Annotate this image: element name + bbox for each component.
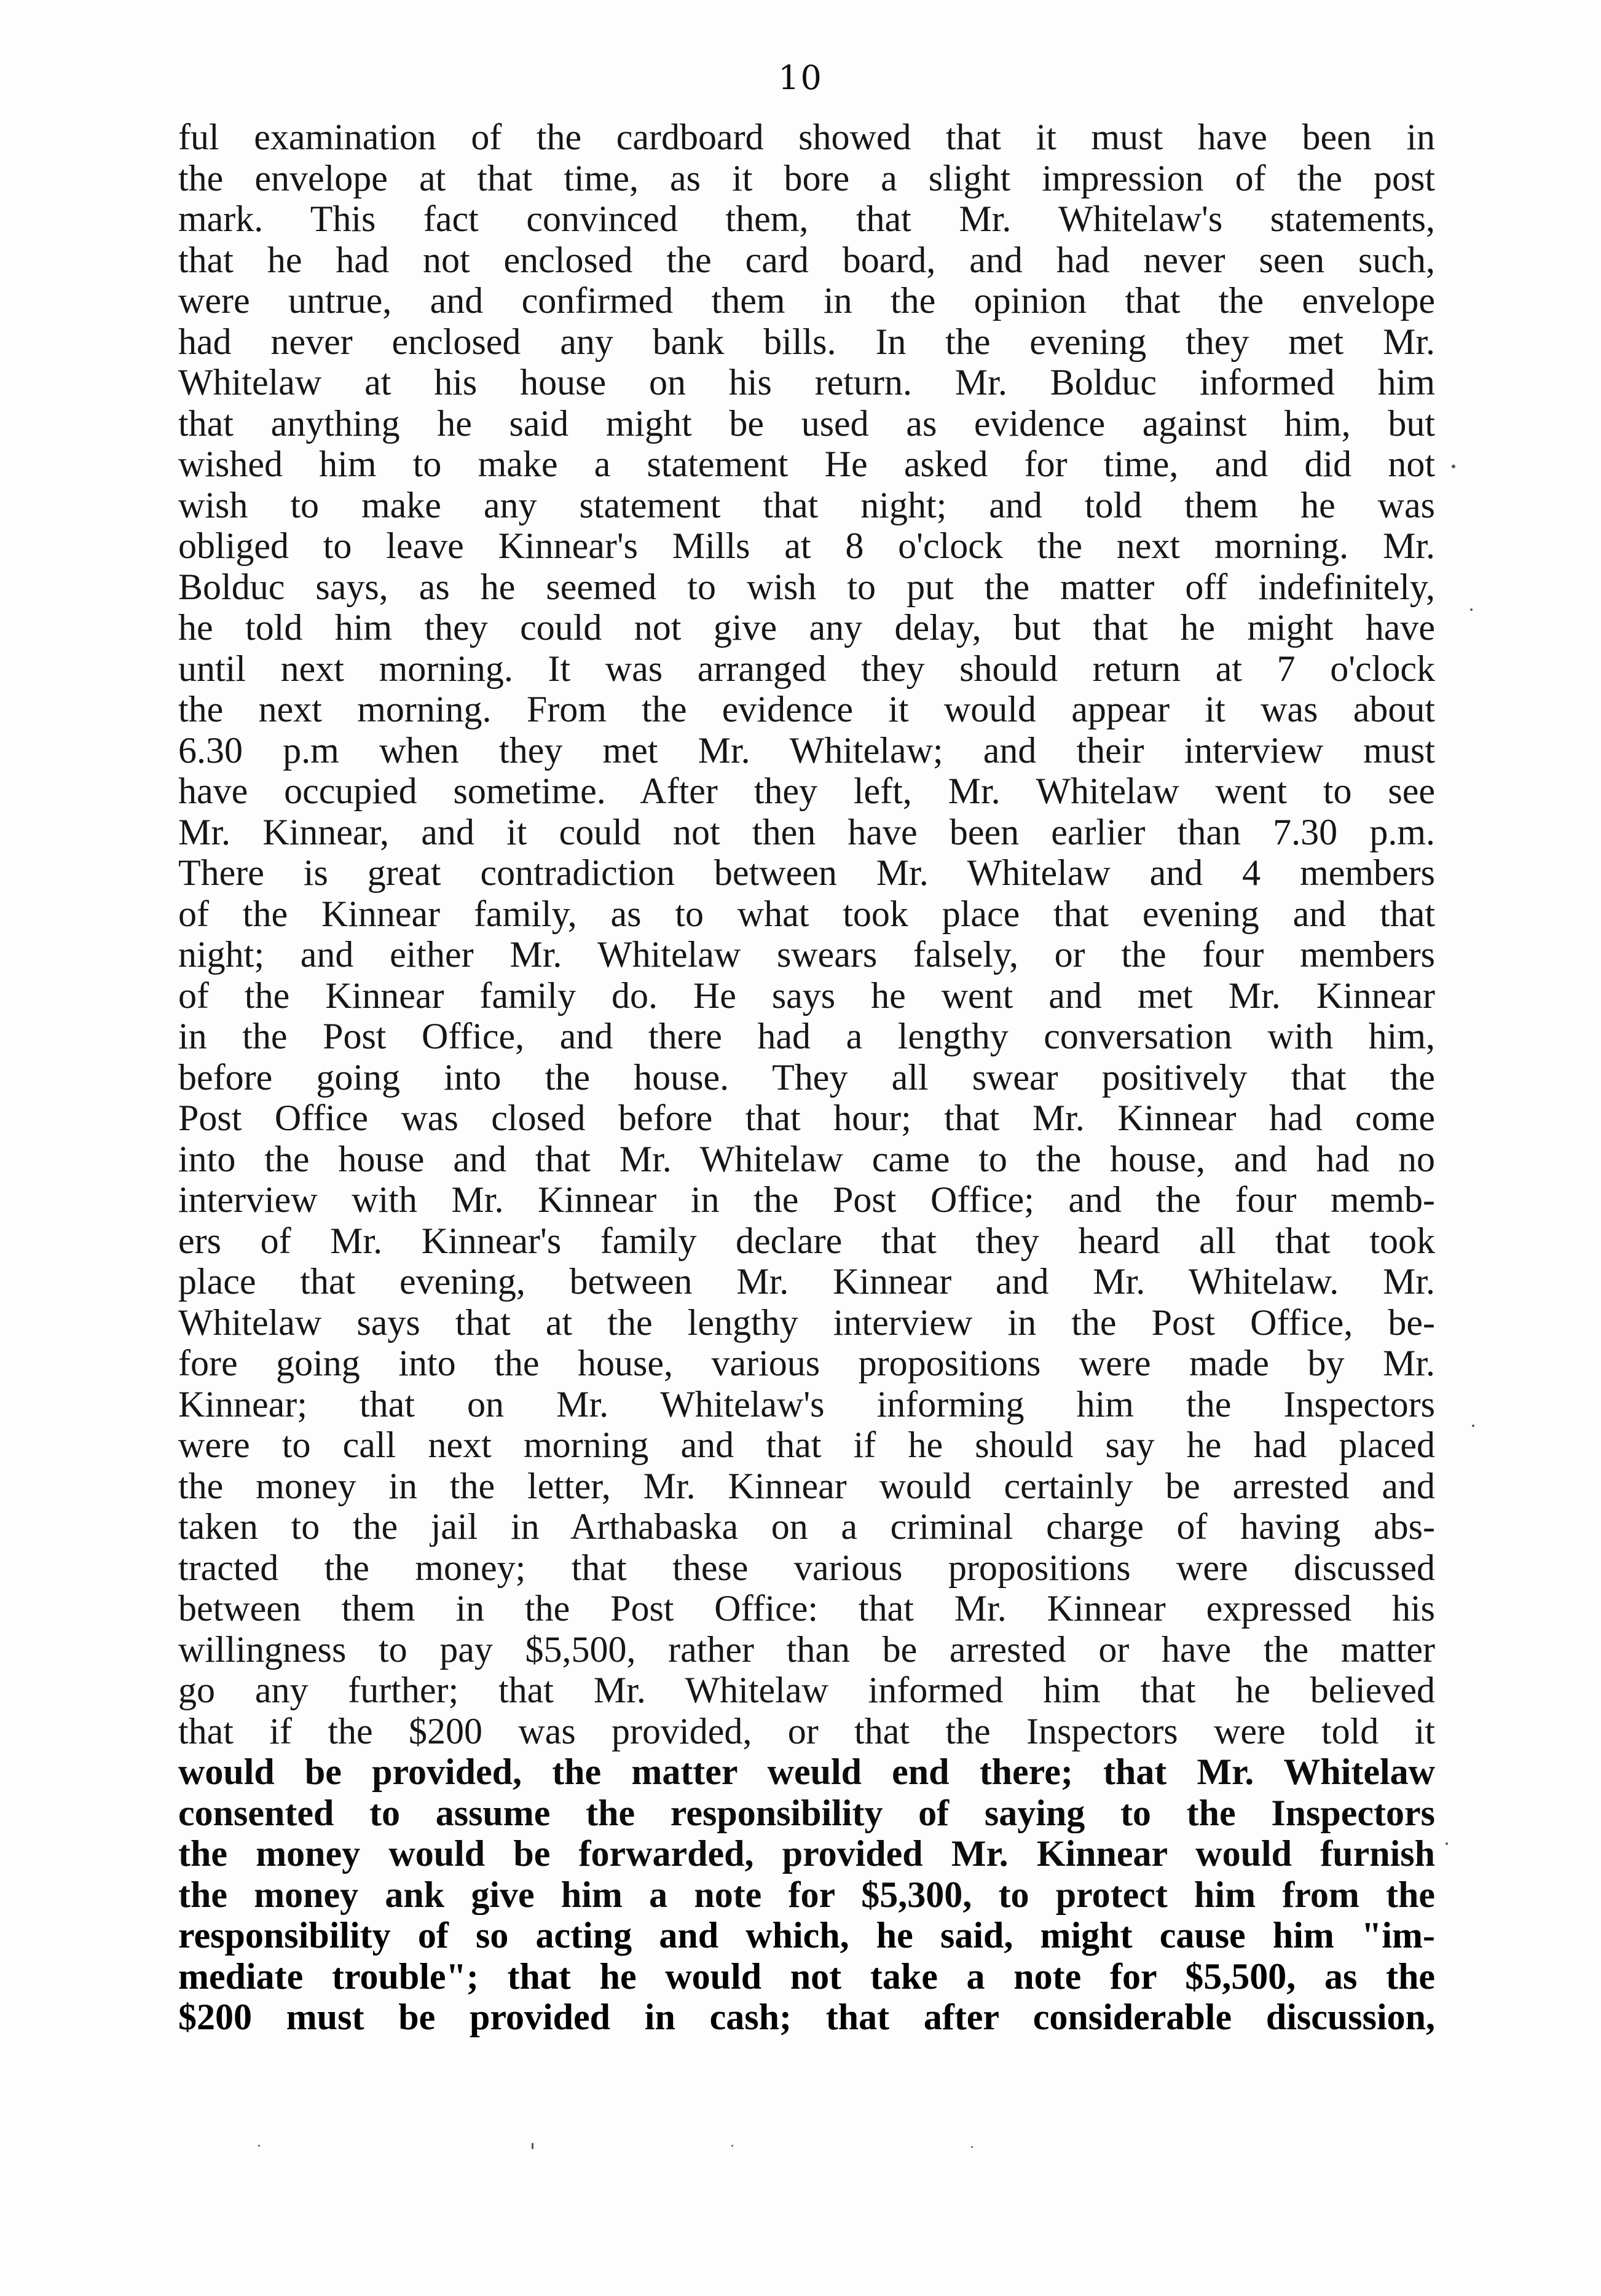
text-line: place that evening, between Mr. Kinnear and Mr. Whitelaw. Mr. (178, 1261, 1435, 1302)
text-line: ful examination of the cardboard showed that it must have been in (178, 117, 1435, 157)
text-line: wished him to make a statement He asked for time, and did not (178, 444, 1435, 484)
text-line: Whitelaw says that at the lengthy interview in the Post Office, be- (178, 1302, 1435, 1343)
page-number: 10 (778, 58, 823, 97)
text-line: Whitelaw at his house on his return. Mr. Bolduc informed him (178, 362, 1435, 403)
text-line: obliged to leave Kinnear's Mills at 8 o'clock the next morning. Mr. (178, 525, 1435, 566)
text-line: tracted the money; that these various propositions were discussed (178, 1547, 1435, 1588)
text-line: in the Post Office, and there had a lengthy conversation with him, (178, 1016, 1435, 1056)
text-line: were to call next morning and that if he should say he had placed (178, 1425, 1435, 1465)
text-line: the next morning. From the evidence it would appear it was about (178, 689, 1435, 729)
text-line: the money in the letter, Mr. Kinnear would certainly be arrested and (178, 1465, 1435, 1506)
body-text (178, 117, 1435, 2038)
text-line: of the Kinnear family, as to what took place that evening and that (178, 893, 1435, 934)
text-line: between them in the Post Office: that Mr. Kinnear expressed his (178, 1588, 1435, 1629)
text-line: responsibility of so acting and which, he said, might cause him "im- (178, 1915, 1435, 1956)
text-line: the money would be forwarded, provided Mr. Kinnear would furnish (178, 1833, 1435, 1874)
text-line: There is great contradiction between Mr. Whitelaw and 4 members (178, 852, 1435, 893)
text-line: he told him they could not give any delay, but that he might have (178, 607, 1435, 648)
text-line: go any further; that Mr. Whitelaw informed him that he believed (178, 1670, 1435, 1710)
scan-speck (731, 2145, 733, 2147)
text-line: mediate trouble"; that he would not take a note for $5,500, as the (178, 1956, 1435, 1997)
text-line: had never enclosed any bank bills. In the evening they met Mr. (178, 321, 1435, 362)
text-line: the money ank give him a note for $5,300, to protect him from the (178, 1874, 1435, 1915)
text-line: were untrue, and confirmed them in the opinion that the envelope (178, 280, 1435, 321)
scan-speck (258, 2145, 260, 2147)
text-line: Post Office was closed before that hour; that Mr. Kinnear had come (178, 1098, 1435, 1138)
text-line: have occupied sometime. After they left, Mr. Whitelaw went to see (178, 771, 1435, 811)
text-line: that anything he said might be used as evidence against him, but (178, 403, 1435, 444)
text-line: interview with Mr. Kinnear in the Post Office; and the four memb- (178, 1179, 1435, 1220)
scan-speck (1446, 1842, 1448, 1845)
scan-speck (1470, 608, 1473, 611)
text-line: ers of Mr. Kinnear's family declare that they heard all that took (178, 1220, 1435, 1261)
text-line: willingness to pay $5,500, rather than be arrested or have the matter (178, 1629, 1435, 1670)
text-line: taken to the jail in Arthabaska on a criminal charge of having abs- (178, 1506, 1435, 1547)
text-line: fore going into the house, various propositions were made by Mr. (178, 1343, 1435, 1383)
text-line: until next morning. It was arranged they should return at 7 o'clock (178, 648, 1435, 689)
text-line: Bolduc says, as he seemed to wish to put the matter off indefinitely, (178, 566, 1435, 607)
text-line: before going into the house. They all swear positively that the (178, 1056, 1435, 1098)
text-line: Mr. Kinnear, and it could not then have been earlier than 7.30 p.m. (178, 811, 1435, 852)
scan-speck (1472, 1425, 1474, 1427)
text-line: of the Kinnear family do. He says he went and met Mr. Kinnear (178, 975, 1435, 1016)
text-line: consented to assume the responsibility of saying to the Inspectors (178, 1792, 1435, 1833)
text-line: mark. This fact convinced them, that Mr. Whitelaw's statements, (178, 199, 1435, 239)
text-line: night; and either Mr. Whitelaw swears falsely, or the four members (178, 934, 1435, 975)
text-line: into the house and that Mr. Whitelaw came to the house, and had no (178, 1138, 1435, 1179)
text-line: Kinnear; that on Mr. Whitelaw's informing him the Inspectors (178, 1383, 1435, 1425)
text-line: would be provided, the matter weuld end there; that Mr. Whitelaw (178, 1751, 1435, 1792)
text-line: that he had not enclosed the card board, and had never seen such, (178, 239, 1435, 280)
text-line: 6.30 p.m when they met Mr. Whitelaw; and their interview must (178, 729, 1435, 771)
text-line: that if the $200 was provided, or that the Inspectors were told it (178, 1710, 1435, 1751)
text-line: wish to make any statement that night; and told them he was (178, 484, 1435, 525)
scan-speck (532, 2143, 533, 2149)
text-line: the envelope at that time, as it bore a slight impression of the post (178, 157, 1435, 199)
scan-speck (971, 2146, 973, 2148)
scan-speck (1452, 465, 1455, 468)
text-line: $200 must be provided in cash; that after considerable discussion, (178, 1997, 1435, 2037)
